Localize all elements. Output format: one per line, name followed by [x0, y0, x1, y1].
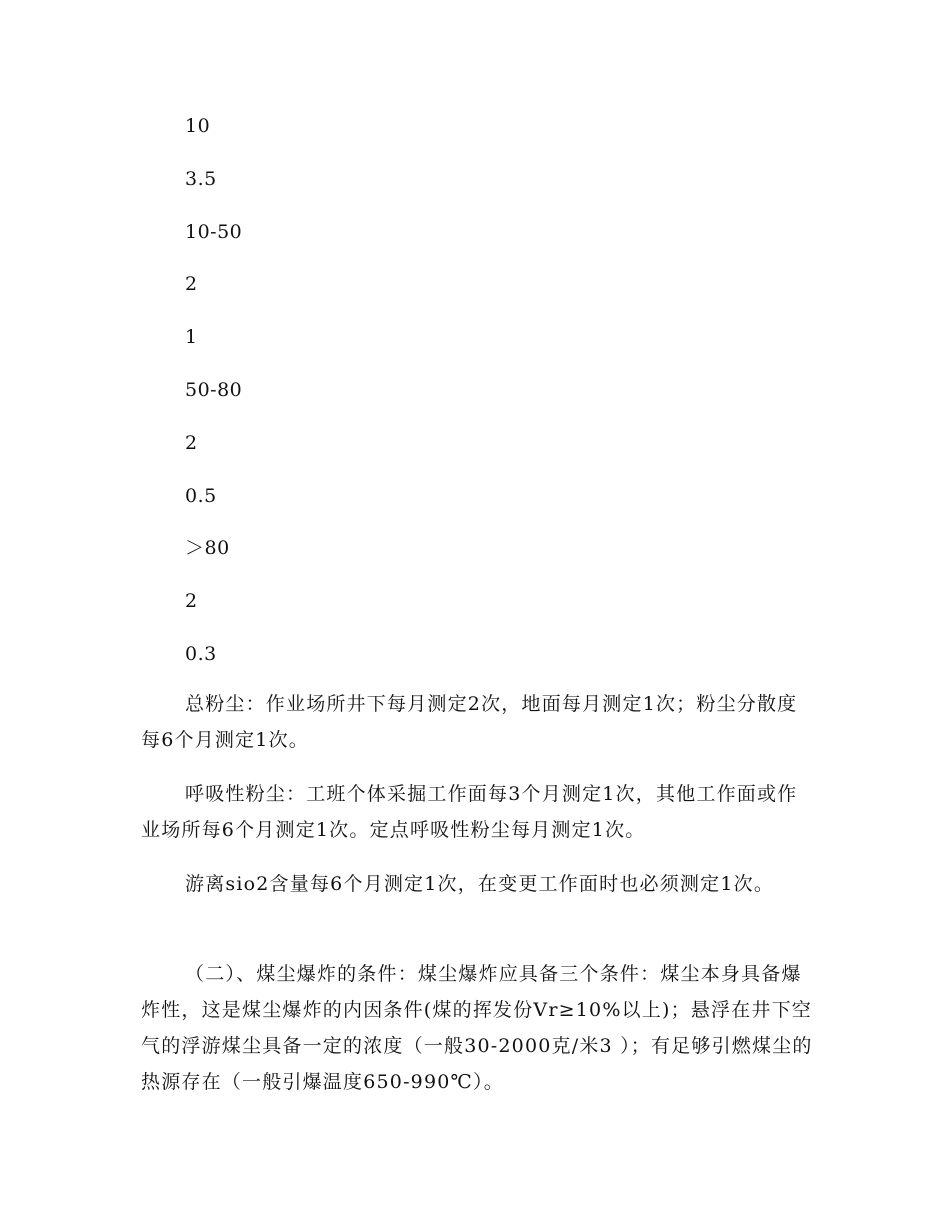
list-item: 2	[185, 590, 198, 613]
list-item: 2	[185, 431, 198, 454]
list-item: 50-80	[185, 378, 243, 401]
list-item: 0.3	[185, 642, 217, 665]
paragraph-total-dust: 总粉尘：作业场所井下每月测定2次，地面每月测定1次；粉尘分散度每6个月测定1次。	[141, 693, 798, 751]
list-item: 3.5	[185, 167, 217, 190]
paragraph-free-sio2: 游离sio2含量每6个月测定1次，在变更工作面时也必须测定1次。	[185, 873, 775, 895]
list-item: 10	[185, 115, 211, 137]
value-list	[185, 112, 242, 693]
paragraph-respirable-dust: 呼吸性粉尘：工班个体采掘工作面每3个月测定1次，其他工作面或作业场所每6个月测定1次。定点呼吸性粉尘每月测定1次。	[141, 783, 798, 841]
list-item: 0.5	[185, 484, 217, 507]
paragraph-explosion-conditions: （二）、煤尘爆炸的条件：煤尘爆炸应具备三个条件：煤尘本身具备爆炸性，这是煤尘爆炸的内因条件(煤的挥发份Vr≥10%以上)；悬浮在井下空气的浮游煤尘具备一定的浓度（一般30-2000克/米3 ）；有足够引燃煤尘的热源存在（一般引爆温度650-990℃）。	[141, 963, 813, 1093]
list-item: ＞80	[185, 537, 230, 560]
list-item: 1	[185, 326, 198, 349]
list-item: 10-50	[185, 220, 243, 243]
list-item: 2	[185, 273, 198, 296]
